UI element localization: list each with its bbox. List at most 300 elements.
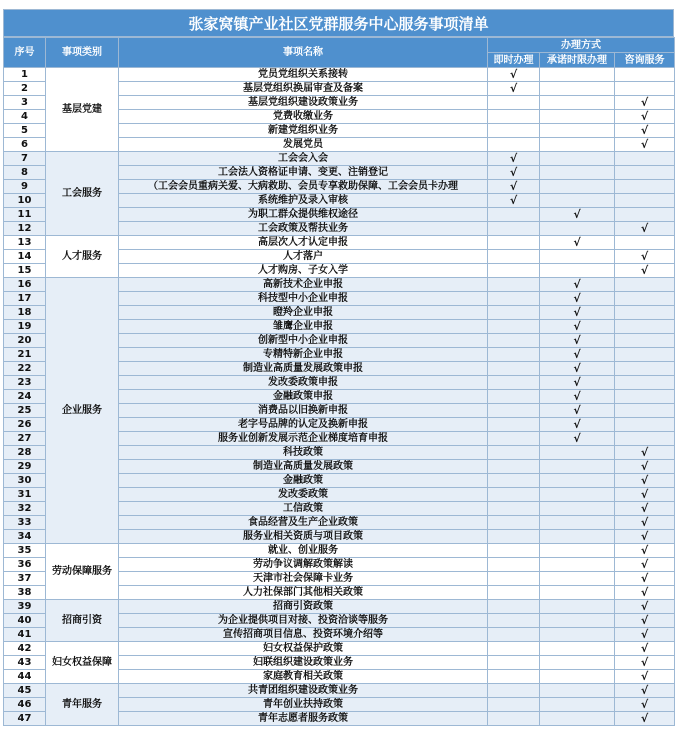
item-name: 党员党组织关系接转 bbox=[119, 68, 488, 82]
check-instant bbox=[488, 96, 540, 110]
check-consult bbox=[615, 348, 675, 362]
check-consult bbox=[615, 656, 675, 670]
check-promise bbox=[540, 628, 615, 642]
item-name: 为企业提供项目对接、投资洽谈等服务 bbox=[119, 614, 488, 628]
check-mark-icon: √ bbox=[573, 432, 581, 445]
check-promise bbox=[540, 82, 615, 96]
item-name: 家庭教育相关政策 bbox=[119, 670, 488, 684]
row-number: 47 bbox=[4, 712, 46, 726]
check-mark-icon: √ bbox=[573, 376, 581, 389]
item-name: 共青团组织建设政策业务 bbox=[119, 684, 488, 698]
item-name: 妇联组织建设政策业务 bbox=[119, 656, 488, 670]
check-instant bbox=[488, 348, 540, 362]
check-mark-icon: √ bbox=[640, 222, 649, 235]
check-instant bbox=[488, 194, 540, 208]
check-consult bbox=[615, 418, 675, 432]
check-promise bbox=[540, 530, 615, 544]
check-consult bbox=[615, 460, 675, 474]
check-promise bbox=[540, 110, 615, 124]
check-instant bbox=[488, 306, 540, 320]
check-consult bbox=[615, 306, 675, 320]
category-cell: 人才服务 bbox=[46, 236, 119, 278]
check-mark-icon: √ bbox=[640, 656, 649, 669]
check-consult bbox=[615, 698, 675, 712]
row-number: 21 bbox=[4, 348, 46, 362]
item-name: 新建党组织业务 bbox=[119, 124, 488, 138]
check-instant bbox=[488, 166, 540, 180]
check-consult bbox=[615, 488, 675, 502]
check-mark-icon: √ bbox=[640, 558, 649, 571]
check-instant bbox=[488, 138, 540, 152]
row-number: 19 bbox=[4, 320, 46, 334]
item-name: 招商引资政策 bbox=[119, 600, 488, 614]
check-mark-icon: √ bbox=[640, 572, 649, 585]
item-name: 高层次人才认定申报 bbox=[119, 236, 488, 250]
row-number: 36 bbox=[4, 558, 46, 572]
row-number: 33 bbox=[4, 516, 46, 530]
item-name: 制造业高质量发展政策申报 bbox=[119, 362, 488, 376]
check-consult bbox=[615, 194, 675, 208]
row-number: 8 bbox=[4, 166, 46, 180]
header-no: 序号 bbox=[4, 38, 46, 68]
header-name: 事项名称 bbox=[119, 38, 488, 68]
check-promise bbox=[540, 166, 615, 180]
check-promise bbox=[540, 96, 615, 110]
item-name: 老字号品牌的认定及换新申报 bbox=[119, 418, 488, 432]
row-number: 1 bbox=[4, 68, 46, 82]
check-consult bbox=[615, 614, 675, 628]
check-instant bbox=[488, 278, 540, 292]
check-mark-icon: √ bbox=[640, 250, 649, 263]
check-mark-icon: √ bbox=[640, 516, 649, 529]
check-consult bbox=[615, 502, 675, 516]
category-cell: 青年服务 bbox=[46, 684, 119, 726]
check-consult bbox=[615, 320, 675, 334]
check-mark-icon: √ bbox=[640, 614, 649, 627]
check-promise bbox=[540, 208, 615, 222]
check-consult bbox=[615, 712, 675, 726]
check-instant bbox=[488, 656, 540, 670]
check-consult bbox=[615, 558, 675, 572]
check-mark-icon: √ bbox=[573, 208, 581, 221]
check-mark-icon: √ bbox=[573, 306, 581, 319]
check-promise bbox=[540, 306, 615, 320]
check-promise bbox=[540, 418, 615, 432]
row-number: 34 bbox=[4, 530, 46, 544]
check-promise bbox=[540, 516, 615, 530]
check-promise bbox=[540, 222, 615, 236]
item-name: 劳动争议调解政策解读 bbox=[119, 558, 488, 572]
table-body bbox=[4, 68, 675, 726]
check-instant bbox=[488, 572, 540, 586]
check-instant bbox=[488, 460, 540, 474]
check-mark-icon: √ bbox=[573, 404, 581, 417]
item-name: 食品经营及生产企业政策 bbox=[119, 516, 488, 530]
item-name: 工信政策 bbox=[119, 502, 488, 516]
check-instant bbox=[488, 222, 540, 236]
check-promise bbox=[540, 572, 615, 586]
check-mark-icon: √ bbox=[640, 96, 649, 109]
check-mark-icon: √ bbox=[640, 446, 649, 459]
check-mark-icon: √ bbox=[640, 474, 649, 487]
row-number: 10 bbox=[4, 194, 46, 208]
check-promise bbox=[540, 614, 615, 628]
sheet-title: 张家窝镇产业社区党群服务中心服务事项清单 bbox=[3, 9, 674, 37]
check-instant bbox=[488, 474, 540, 488]
check-instant bbox=[488, 362, 540, 376]
check-promise bbox=[540, 334, 615, 348]
check-mark-icon: √ bbox=[509, 194, 518, 207]
check-consult bbox=[615, 166, 675, 180]
item-name: 天津市社会保障卡业务 bbox=[119, 572, 488, 586]
check-instant bbox=[488, 600, 540, 614]
check-instant bbox=[488, 390, 540, 404]
row-number: 26 bbox=[4, 418, 46, 432]
row-number: 30 bbox=[4, 474, 46, 488]
check-mark-icon: √ bbox=[573, 292, 581, 305]
table-row bbox=[4, 68, 675, 82]
check-instant bbox=[488, 432, 540, 446]
check-promise bbox=[540, 404, 615, 418]
check-consult bbox=[615, 264, 675, 278]
check-mark-icon: √ bbox=[640, 502, 649, 515]
check-instant bbox=[488, 698, 540, 712]
row-number: 41 bbox=[4, 628, 46, 642]
check-consult bbox=[615, 684, 675, 698]
row-number: 15 bbox=[4, 264, 46, 278]
check-consult bbox=[615, 446, 675, 460]
check-promise bbox=[540, 292, 615, 306]
check-instant bbox=[488, 628, 540, 642]
category-cell: 基层党建 bbox=[46, 68, 119, 152]
check-mark-icon: √ bbox=[640, 488, 649, 501]
item-name: 人力社保部门其他相关政策 bbox=[119, 586, 488, 600]
row-number: 17 bbox=[4, 292, 46, 306]
item-name: 为职工群众提供维权途径 bbox=[119, 208, 488, 222]
item-name: 金融政策 bbox=[119, 474, 488, 488]
check-promise bbox=[540, 642, 615, 656]
check-instant bbox=[488, 586, 540, 600]
check-promise bbox=[540, 684, 615, 698]
check-consult bbox=[615, 222, 675, 236]
check-mark-icon: √ bbox=[573, 278, 581, 291]
check-promise bbox=[540, 586, 615, 600]
check-consult bbox=[615, 250, 675, 264]
check-instant bbox=[488, 376, 540, 390]
check-mark-icon: √ bbox=[640, 600, 649, 613]
row-number: 5 bbox=[4, 124, 46, 138]
item-name: 高新技术企业申报 bbox=[119, 278, 488, 292]
check-mark-icon: √ bbox=[573, 320, 581, 333]
check-instant bbox=[488, 292, 540, 306]
check-consult bbox=[615, 68, 675, 82]
check-consult bbox=[615, 334, 675, 348]
check-promise bbox=[540, 670, 615, 684]
item-name: （工会会员重病关爱、大病救助、会员专享救助保障、工会会员卡办理 bbox=[119, 180, 488, 194]
row-number: 24 bbox=[4, 390, 46, 404]
row-number: 22 bbox=[4, 362, 46, 376]
row-number: 2 bbox=[4, 82, 46, 96]
check-promise bbox=[540, 152, 615, 166]
item-name: 瞪羚企业申报 bbox=[119, 306, 488, 320]
check-instant bbox=[488, 502, 540, 516]
item-name: 科技型中小企业申报 bbox=[119, 292, 488, 306]
check-instant bbox=[488, 208, 540, 222]
check-mark-icon: √ bbox=[640, 684, 649, 697]
table-row bbox=[4, 236, 675, 250]
check-mark-icon: √ bbox=[509, 152, 518, 165]
row-number: 42 bbox=[4, 642, 46, 656]
row-number: 37 bbox=[4, 572, 46, 586]
check-mark-icon: √ bbox=[573, 348, 581, 361]
item-name: 服务业创新发展示范企业梯度培育申报 bbox=[119, 432, 488, 446]
table-row bbox=[4, 642, 675, 656]
item-name: 妇女权益保护政策 bbox=[119, 642, 488, 656]
row-number: 9 bbox=[4, 180, 46, 194]
check-instant bbox=[488, 684, 540, 698]
category-cell: 企业服务 bbox=[46, 278, 119, 544]
check-consult bbox=[615, 278, 675, 292]
check-mark-icon: √ bbox=[640, 264, 649, 277]
item-name: 系统维护及录入审核 bbox=[119, 194, 488, 208]
row-number: 32 bbox=[4, 502, 46, 516]
check-instant bbox=[488, 418, 540, 432]
category-cell: 劳动保障服务 bbox=[46, 544, 119, 600]
row-number: 28 bbox=[4, 446, 46, 460]
check-consult bbox=[615, 390, 675, 404]
check-mark-icon: √ bbox=[509, 68, 518, 81]
header-category: 事项类别 bbox=[46, 38, 119, 68]
item-name: 雏鹰企业申报 bbox=[119, 320, 488, 334]
check-instant bbox=[488, 180, 540, 194]
check-mark-icon: √ bbox=[573, 236, 581, 249]
check-consult bbox=[615, 110, 675, 124]
check-consult bbox=[615, 628, 675, 642]
row-number: 14 bbox=[4, 250, 46, 264]
check-consult bbox=[615, 530, 675, 544]
check-mark-icon: √ bbox=[640, 628, 649, 641]
check-promise bbox=[540, 600, 615, 614]
category-cell: 妇女权益保障 bbox=[46, 642, 119, 684]
row-number: 46 bbox=[4, 698, 46, 712]
check-mark-icon: √ bbox=[640, 460, 649, 473]
table-header bbox=[4, 38, 675, 68]
item-name: 青年创业扶持政策 bbox=[119, 698, 488, 712]
item-name: 党费收缴业务 bbox=[119, 110, 488, 124]
check-promise bbox=[540, 362, 615, 376]
check-consult bbox=[615, 236, 675, 250]
check-promise bbox=[540, 502, 615, 516]
item-name: 宣传招商项目信息、投资环境介绍等 bbox=[119, 628, 488, 642]
check-instant bbox=[488, 558, 540, 572]
item-name: 基层党组织换届审查及备案 bbox=[119, 82, 488, 96]
check-mark-icon: √ bbox=[573, 390, 581, 403]
row-number: 7 bbox=[4, 152, 46, 166]
row-number: 43 bbox=[4, 656, 46, 670]
check-instant bbox=[488, 530, 540, 544]
check-instant bbox=[488, 712, 540, 726]
check-mark-icon: √ bbox=[640, 544, 649, 557]
item-name: 就业、创业服务 bbox=[119, 544, 488, 558]
service-list-sheet bbox=[3, 9, 674, 726]
check-mark-icon: √ bbox=[640, 110, 649, 123]
check-consult bbox=[615, 152, 675, 166]
header-consult: 咨询服务 bbox=[615, 53, 675, 68]
check-promise bbox=[540, 194, 615, 208]
row-number: 18 bbox=[4, 306, 46, 320]
item-name: 工会会入会 bbox=[119, 152, 488, 166]
item-name: 科技政策 bbox=[119, 446, 488, 460]
check-instant bbox=[488, 614, 540, 628]
item-name: 发改委政策申报 bbox=[119, 376, 488, 390]
check-consult bbox=[615, 600, 675, 614]
check-mark-icon: √ bbox=[509, 166, 518, 179]
row-number: 6 bbox=[4, 138, 46, 152]
check-promise bbox=[540, 250, 615, 264]
table-row bbox=[4, 278, 675, 292]
category-cell: 招商引资 bbox=[46, 600, 119, 642]
item-name: 消费品以旧换新申报 bbox=[119, 404, 488, 418]
check-consult bbox=[615, 544, 675, 558]
check-mark-icon: √ bbox=[573, 362, 581, 375]
check-instant bbox=[488, 124, 540, 138]
check-mark-icon: √ bbox=[573, 418, 581, 431]
check-consult bbox=[615, 180, 675, 194]
check-promise bbox=[540, 656, 615, 670]
check-instant bbox=[488, 110, 540, 124]
check-mark-icon: √ bbox=[640, 586, 649, 599]
check-consult bbox=[615, 586, 675, 600]
check-instant bbox=[488, 404, 540, 418]
check-promise bbox=[540, 446, 615, 460]
check-promise bbox=[540, 376, 615, 390]
check-instant bbox=[488, 488, 540, 502]
check-promise bbox=[540, 390, 615, 404]
check-consult bbox=[615, 572, 675, 586]
check-promise bbox=[540, 68, 615, 82]
header-method: 办理方式 bbox=[488, 38, 675, 53]
check-promise bbox=[540, 474, 615, 488]
item-name: 基层党组织建设政策业务 bbox=[119, 96, 488, 110]
check-consult bbox=[615, 474, 675, 488]
row-number: 40 bbox=[4, 614, 46, 628]
item-name: 金融政策申报 bbox=[119, 390, 488, 404]
check-mark-icon: √ bbox=[640, 670, 649, 683]
item-name: 发改委政策 bbox=[119, 488, 488, 502]
check-consult bbox=[615, 670, 675, 684]
check-instant bbox=[488, 250, 540, 264]
check-instant bbox=[488, 68, 540, 82]
category-cell: 工会服务 bbox=[46, 152, 119, 236]
item-name: 专精特新企业申报 bbox=[119, 348, 488, 362]
check-promise bbox=[540, 544, 615, 558]
check-instant bbox=[488, 516, 540, 530]
check-mark-icon: √ bbox=[509, 82, 518, 95]
row-number: 12 bbox=[4, 222, 46, 236]
check-consult bbox=[615, 404, 675, 418]
check-promise bbox=[540, 180, 615, 194]
check-consult bbox=[615, 208, 675, 222]
row-number: 27 bbox=[4, 432, 46, 446]
check-consult bbox=[615, 432, 675, 446]
header-promise: 承诺时限办理 bbox=[540, 53, 615, 68]
check-instant bbox=[488, 334, 540, 348]
row-number: 29 bbox=[4, 460, 46, 474]
row-number: 20 bbox=[4, 334, 46, 348]
row-number: 38 bbox=[4, 586, 46, 600]
row-number: 3 bbox=[4, 96, 46, 110]
check-promise bbox=[540, 558, 615, 572]
check-promise bbox=[540, 124, 615, 138]
item-name: 工会法人资格证申请、变更、注销登记 bbox=[119, 166, 488, 180]
table-row bbox=[4, 152, 675, 166]
table-row bbox=[4, 544, 675, 558]
check-consult bbox=[615, 124, 675, 138]
row-number: 16 bbox=[4, 278, 46, 292]
row-number: 11 bbox=[4, 208, 46, 222]
row-number: 35 bbox=[4, 544, 46, 558]
check-instant bbox=[488, 152, 540, 166]
check-promise bbox=[540, 264, 615, 278]
item-name: 工会政策及帮扶业务 bbox=[119, 222, 488, 236]
check-instant bbox=[488, 236, 540, 250]
check-instant bbox=[488, 446, 540, 460]
check-mark-icon: √ bbox=[640, 530, 649, 543]
service-table bbox=[3, 37, 675, 726]
row-number: 39 bbox=[4, 600, 46, 614]
check-consult bbox=[615, 96, 675, 110]
check-instant bbox=[488, 264, 540, 278]
check-consult bbox=[615, 292, 675, 306]
check-consult bbox=[615, 82, 675, 96]
check-mark-icon: √ bbox=[640, 138, 649, 151]
row-number: 4 bbox=[4, 110, 46, 124]
check-promise bbox=[540, 320, 615, 334]
check-promise bbox=[540, 236, 615, 250]
item-name: 服务业相关资质与项目政策 bbox=[119, 530, 488, 544]
table-row bbox=[4, 600, 675, 614]
check-mark-icon: √ bbox=[640, 124, 649, 137]
check-promise bbox=[540, 460, 615, 474]
check-mark-icon: √ bbox=[573, 334, 581, 347]
check-instant bbox=[488, 544, 540, 558]
check-mark-icon: √ bbox=[640, 712, 649, 725]
item-name: 创新型中小企业申报 bbox=[119, 334, 488, 348]
check-consult bbox=[615, 516, 675, 530]
row-number: 23 bbox=[4, 376, 46, 390]
check-promise bbox=[540, 698, 615, 712]
item-name: 发展党员 bbox=[119, 138, 488, 152]
item-name: 制造业高质量发展政策 bbox=[119, 460, 488, 474]
check-consult bbox=[615, 642, 675, 656]
row-number: 25 bbox=[4, 404, 46, 418]
check-promise bbox=[540, 348, 615, 362]
check-promise bbox=[540, 278, 615, 292]
check-promise bbox=[540, 432, 615, 446]
row-number: 13 bbox=[4, 236, 46, 250]
item-name: 人才购房、子女入学 bbox=[119, 264, 488, 278]
row-number: 45 bbox=[4, 684, 46, 698]
check-promise bbox=[540, 488, 615, 502]
check-consult bbox=[615, 138, 675, 152]
check-mark-icon: √ bbox=[640, 698, 649, 711]
check-mark-icon: √ bbox=[640, 642, 649, 655]
check-promise bbox=[540, 712, 615, 726]
check-instant bbox=[488, 82, 540, 96]
check-instant bbox=[488, 320, 540, 334]
row-number: 44 bbox=[4, 670, 46, 684]
row-number: 31 bbox=[4, 488, 46, 502]
